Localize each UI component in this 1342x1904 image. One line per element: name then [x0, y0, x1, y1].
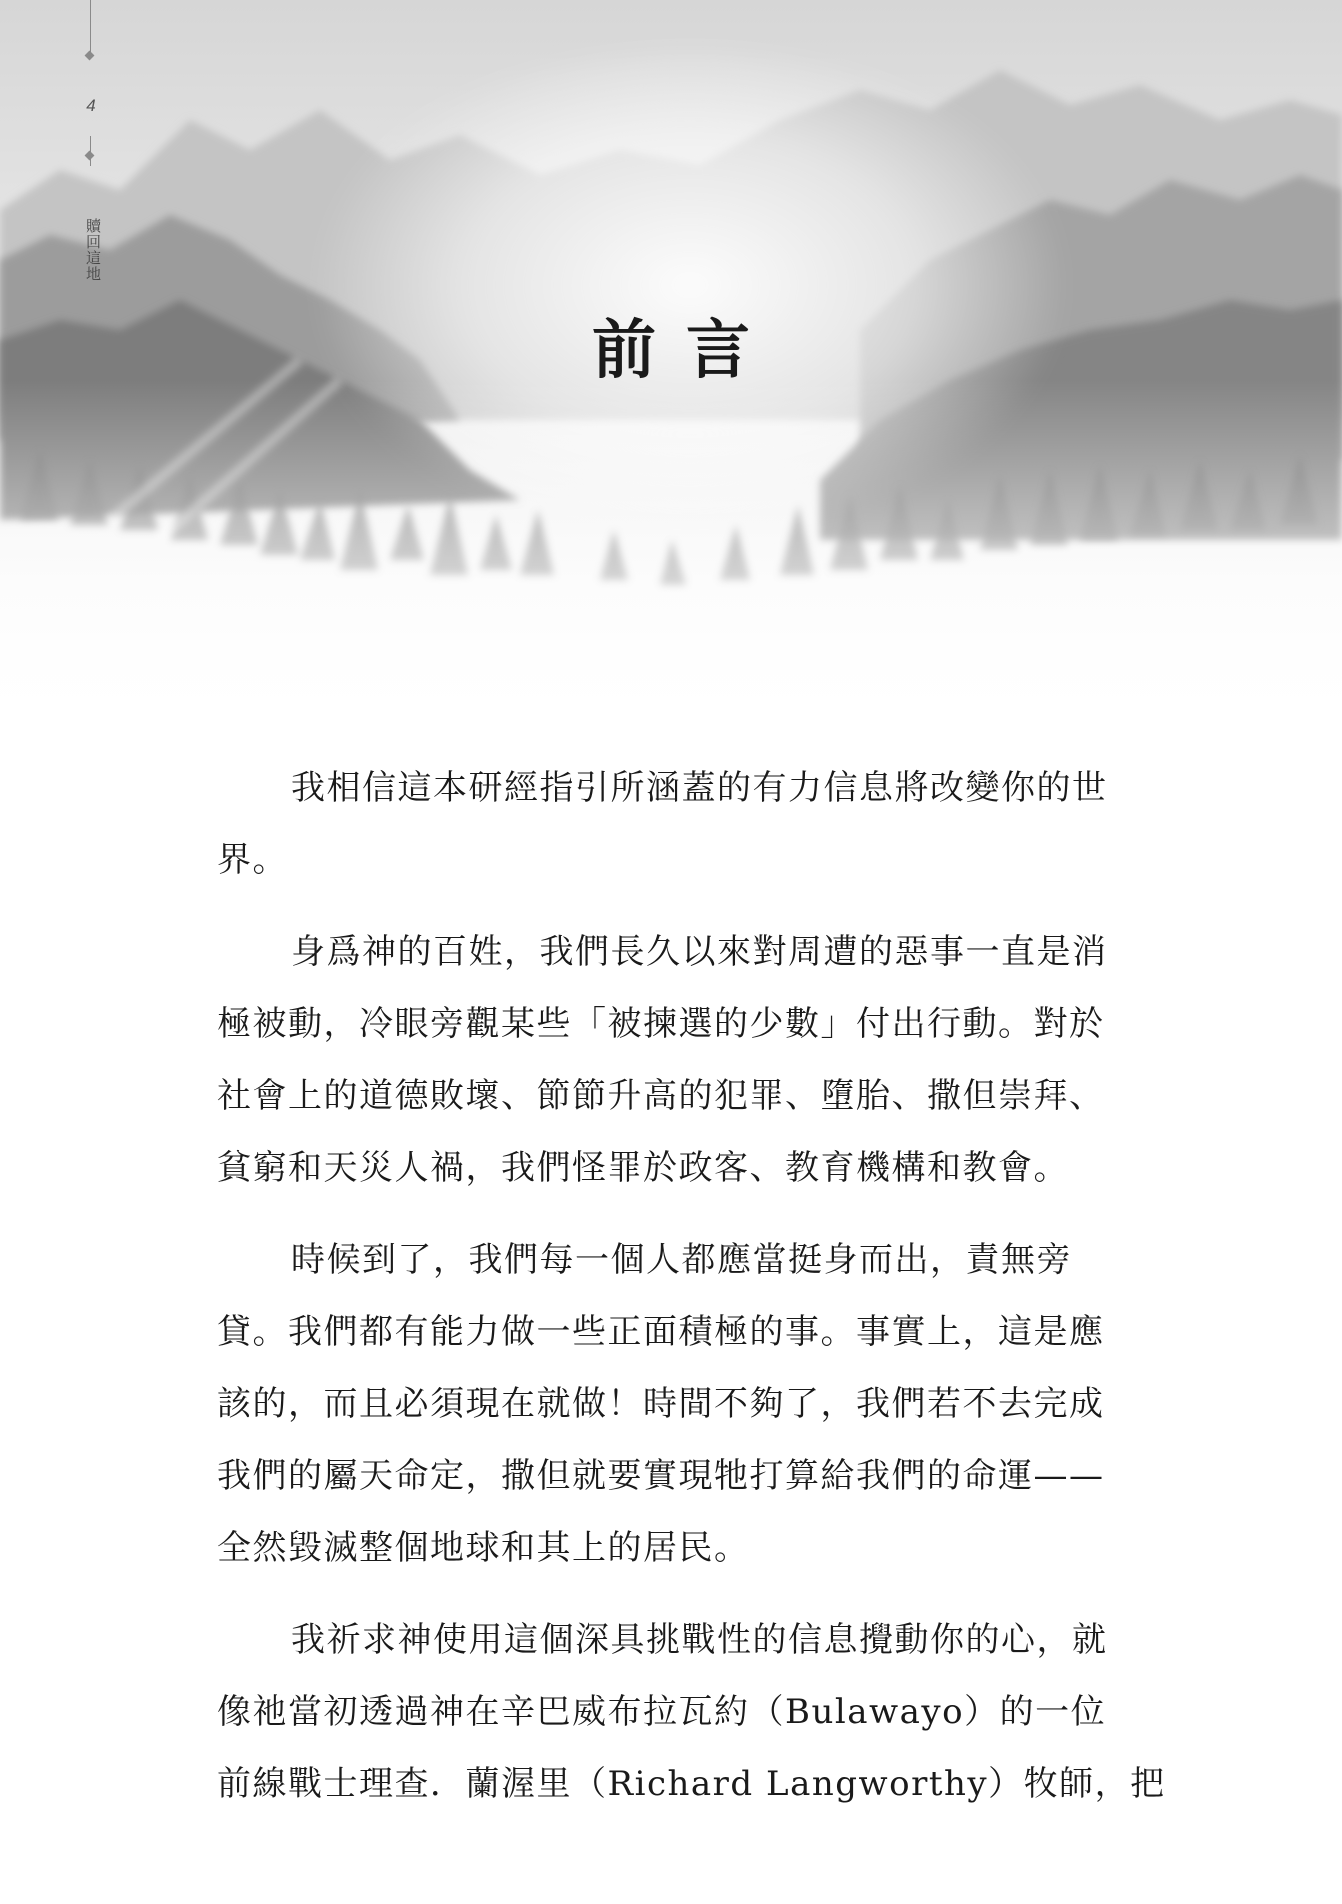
- text-line: 貸。我們都有能力做一些正面積極的事。事實上，這是應: [217, 1312, 1105, 1352]
- text-line: 極被動，冷眼旁觀某些「被揀選的少數」付出行動。對於: [217, 1004, 1105, 1044]
- text-line: 全然毀滅整個地球和其上的居民。: [217, 1528, 750, 1568]
- text-line: 界。: [217, 840, 288, 880]
- text-line: 身爲神的百姓，我們長久以來對周遭的惡事一直是消: [291, 932, 1108, 972]
- text-line: 社會上的道德敗壞、節節升高的犯罪、墮胎、撒但崇拜、: [217, 1076, 1105, 1116]
- margin-rule-top: [90, 0, 91, 52]
- text-line: 像祂當初透過神在辛巴威布拉瓦約（Bulawayo）的一位: [217, 1692, 1107, 1732]
- paragraph: [217, 916, 1142, 1204]
- text-line: 該的，而且必須現在就做！時間不夠了，我們若不去完成: [217, 1384, 1105, 1424]
- text-line: 貧窮和天災人禍，我們怪罪於政客、教育機構和教會。: [217, 1148, 1069, 1188]
- text-line: 時候到了，我們每一個人都應當挺身而出，責無旁: [291, 1240, 1072, 1280]
- text-line: 前線戰士理查．蘭渥里（Richard Langworthy）牧師，把: [217, 1764, 1166, 1804]
- text-line: 我祈求神使用這個深具挑戰性的信息攪動你的心，就: [291, 1620, 1108, 1660]
- body-text: [217, 752, 1166, 1820]
- running-title: 贖回這地: [84, 218, 102, 282]
- chapter-title: 前言: [592, 313, 780, 388]
- paragraph: [217, 1604, 1166, 1820]
- text-line: 我們的屬天命定，撒但就要實現牠打算給我們的命運——: [217, 1456, 1105, 1496]
- text-line: 我相信這本研經指引所涵蓋的有力信息將改變你的世: [291, 768, 1108, 808]
- paragraph: [217, 752, 1142, 896]
- page-number: 4: [86, 96, 96, 115]
- paragraph: [217, 1224, 1142, 1584]
